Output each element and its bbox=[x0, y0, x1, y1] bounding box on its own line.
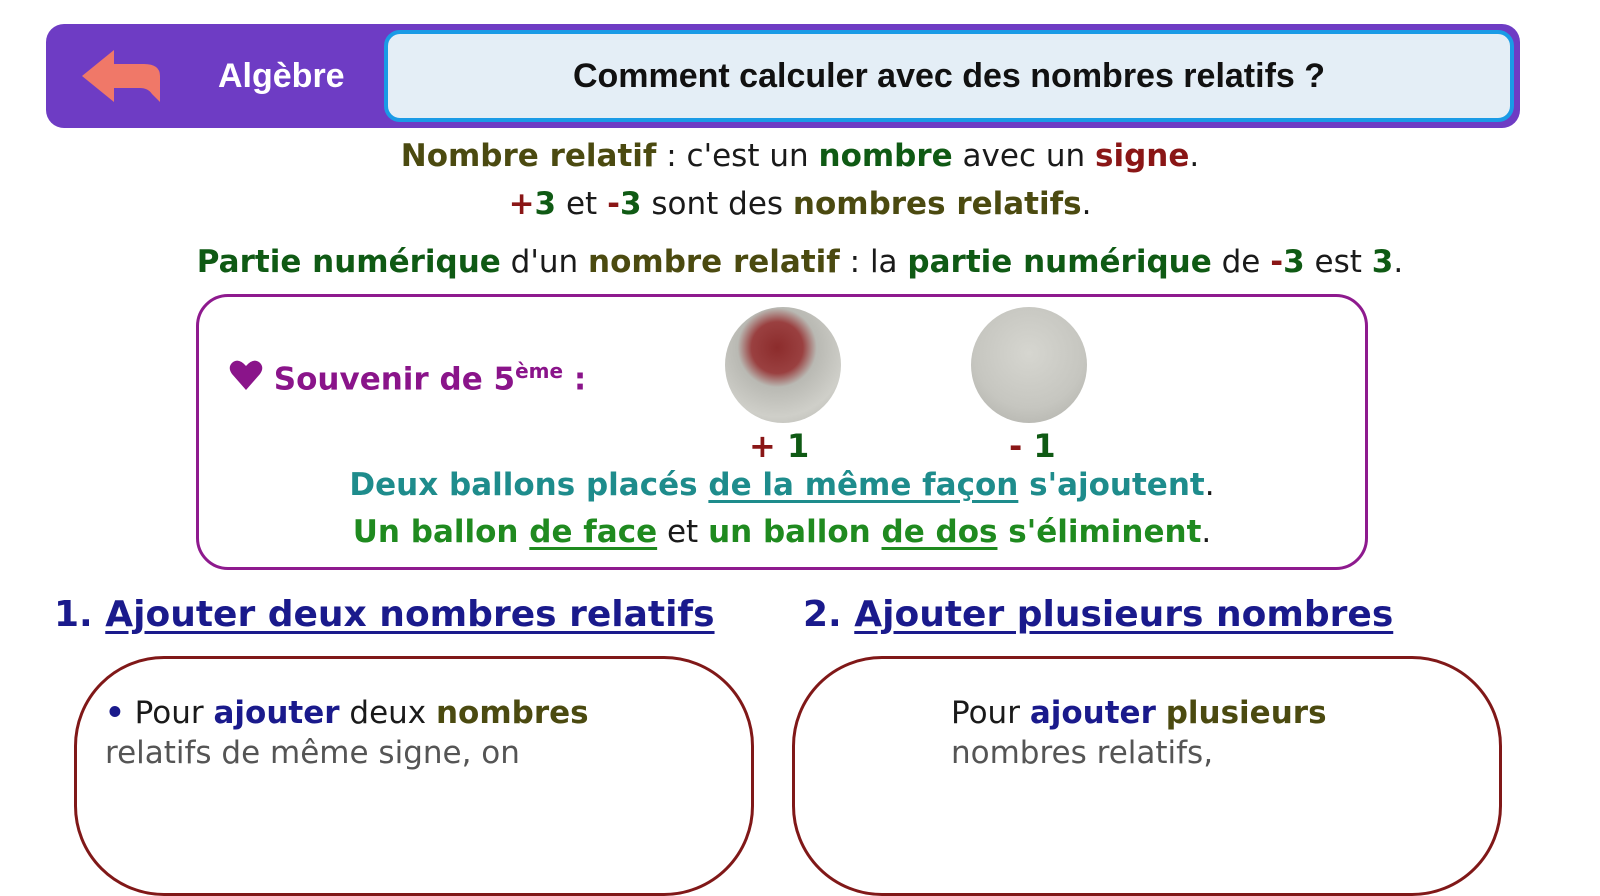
number-3: 3 bbox=[619, 186, 642, 222]
number-3: 3 bbox=[1371, 244, 1394, 280]
text: s'ajoutent bbox=[1018, 467, 1205, 503]
text: . bbox=[1393, 244, 1404, 280]
superscript: ème bbox=[515, 359, 564, 383]
term-plusieurs: plusieurs bbox=[1165, 695, 1327, 731]
text: est bbox=[1304, 244, 1372, 280]
number-3: 3 bbox=[534, 186, 557, 222]
text: d'un bbox=[500, 244, 589, 280]
card-text bbox=[951, 693, 1327, 773]
souvenir-label: Souvenir de 5 bbox=[273, 361, 516, 398]
text: de bbox=[1211, 244, 1271, 280]
section-heading-2 bbox=[803, 594, 1393, 635]
term-nombres: nombres bbox=[435, 695, 589, 731]
section-number: 2. bbox=[803, 594, 855, 635]
back-arrow-icon bbox=[78, 46, 168, 106]
text: relatifs de même signe, on bbox=[105, 735, 520, 771]
term-partie-numerique: Partie numérique bbox=[196, 244, 501, 280]
section-link-1[interactable]: Ajouter deux nombres relatifs bbox=[105, 594, 715, 635]
term-ajouter: ajouter bbox=[1029, 695, 1156, 731]
term-nombres-relatifs: nombres relatifs bbox=[792, 186, 1082, 222]
top-app-bar bbox=[46, 24, 1520, 128]
number-1: 1 bbox=[786, 427, 810, 465]
text: s'éliminent bbox=[997, 514, 1202, 550]
text: avec un bbox=[952, 138, 1095, 174]
ball-back-value bbox=[1009, 427, 1056, 465]
souvenir-heading bbox=[229, 359, 586, 397]
text: . bbox=[1201, 514, 1212, 550]
term-nombre-relatif: Nombre relatif bbox=[400, 138, 657, 174]
number-1: 1 bbox=[1033, 427, 1056, 465]
souvenir-rule-2 bbox=[199, 514, 1365, 550]
sign-minus: - bbox=[1009, 427, 1034, 465]
term-nombre: nombre bbox=[818, 138, 953, 174]
text: : c'est un bbox=[656, 138, 819, 174]
text: Deux ballons placés bbox=[349, 467, 709, 503]
rule-card-1 bbox=[74, 656, 754, 896]
bullet: • bbox=[105, 695, 125, 731]
text: un ballon bbox=[708, 514, 882, 550]
section-link-2[interactable]: Ajouter plusieurs nombres bbox=[854, 594, 1394, 635]
section-number: 1. bbox=[54, 594, 106, 635]
term-signe: signe bbox=[1095, 138, 1190, 174]
card-text bbox=[105, 693, 589, 773]
rule-card-2 bbox=[792, 656, 1502, 896]
section-label[interactable]: Algèbre bbox=[218, 57, 345, 95]
text: : bbox=[563, 361, 587, 398]
partie-numerique-line bbox=[0, 244, 1600, 280]
sign-minus: - bbox=[607, 186, 620, 222]
sign-plus: + bbox=[749, 427, 787, 465]
back-button[interactable] bbox=[78, 46, 168, 106]
text: . bbox=[1081, 186, 1092, 222]
term-nombre-relatif: nombre relatif bbox=[588, 244, 840, 280]
text: sont des bbox=[641, 186, 793, 222]
text: nombres relatifs, bbox=[951, 735, 1214, 771]
text: . bbox=[1204, 467, 1215, 503]
text: et bbox=[556, 186, 608, 222]
definition-line-2 bbox=[0, 186, 1600, 222]
text: deux bbox=[339, 695, 436, 731]
text: et bbox=[657, 514, 709, 550]
souvenir-box bbox=[196, 294, 1368, 570]
heart-icon bbox=[229, 359, 263, 391]
souvenir-rule-1 bbox=[199, 467, 1365, 503]
title-box bbox=[384, 30, 1514, 122]
page-title: Comment calculer avec des nombres relatifs ? bbox=[572, 56, 1326, 95]
term-partie-numerique: partie numérique bbox=[907, 244, 1212, 280]
ball-front-image bbox=[725, 307, 841, 423]
sign-minus: - bbox=[1270, 244, 1284, 280]
underlined-text: de face bbox=[529, 514, 658, 550]
definition-line-1 bbox=[0, 138, 1600, 174]
ball-front-value bbox=[749, 427, 809, 465]
text: . bbox=[1189, 138, 1200, 174]
sign-plus: + bbox=[508, 186, 535, 222]
underlined-text: de dos bbox=[881, 514, 998, 550]
text: Un ballon bbox=[352, 514, 530, 550]
text bbox=[1156, 695, 1166, 731]
text: Pour bbox=[951, 695, 1030, 731]
text: : la bbox=[839, 244, 908, 280]
section-heading-1 bbox=[54, 594, 715, 635]
ball-back-image bbox=[971, 307, 1087, 423]
number-3: 3 bbox=[1283, 244, 1305, 280]
term-ajouter: ajouter bbox=[213, 695, 340, 731]
text: Pour bbox=[124, 695, 214, 731]
underlined-text: de la même façon bbox=[708, 467, 1019, 503]
